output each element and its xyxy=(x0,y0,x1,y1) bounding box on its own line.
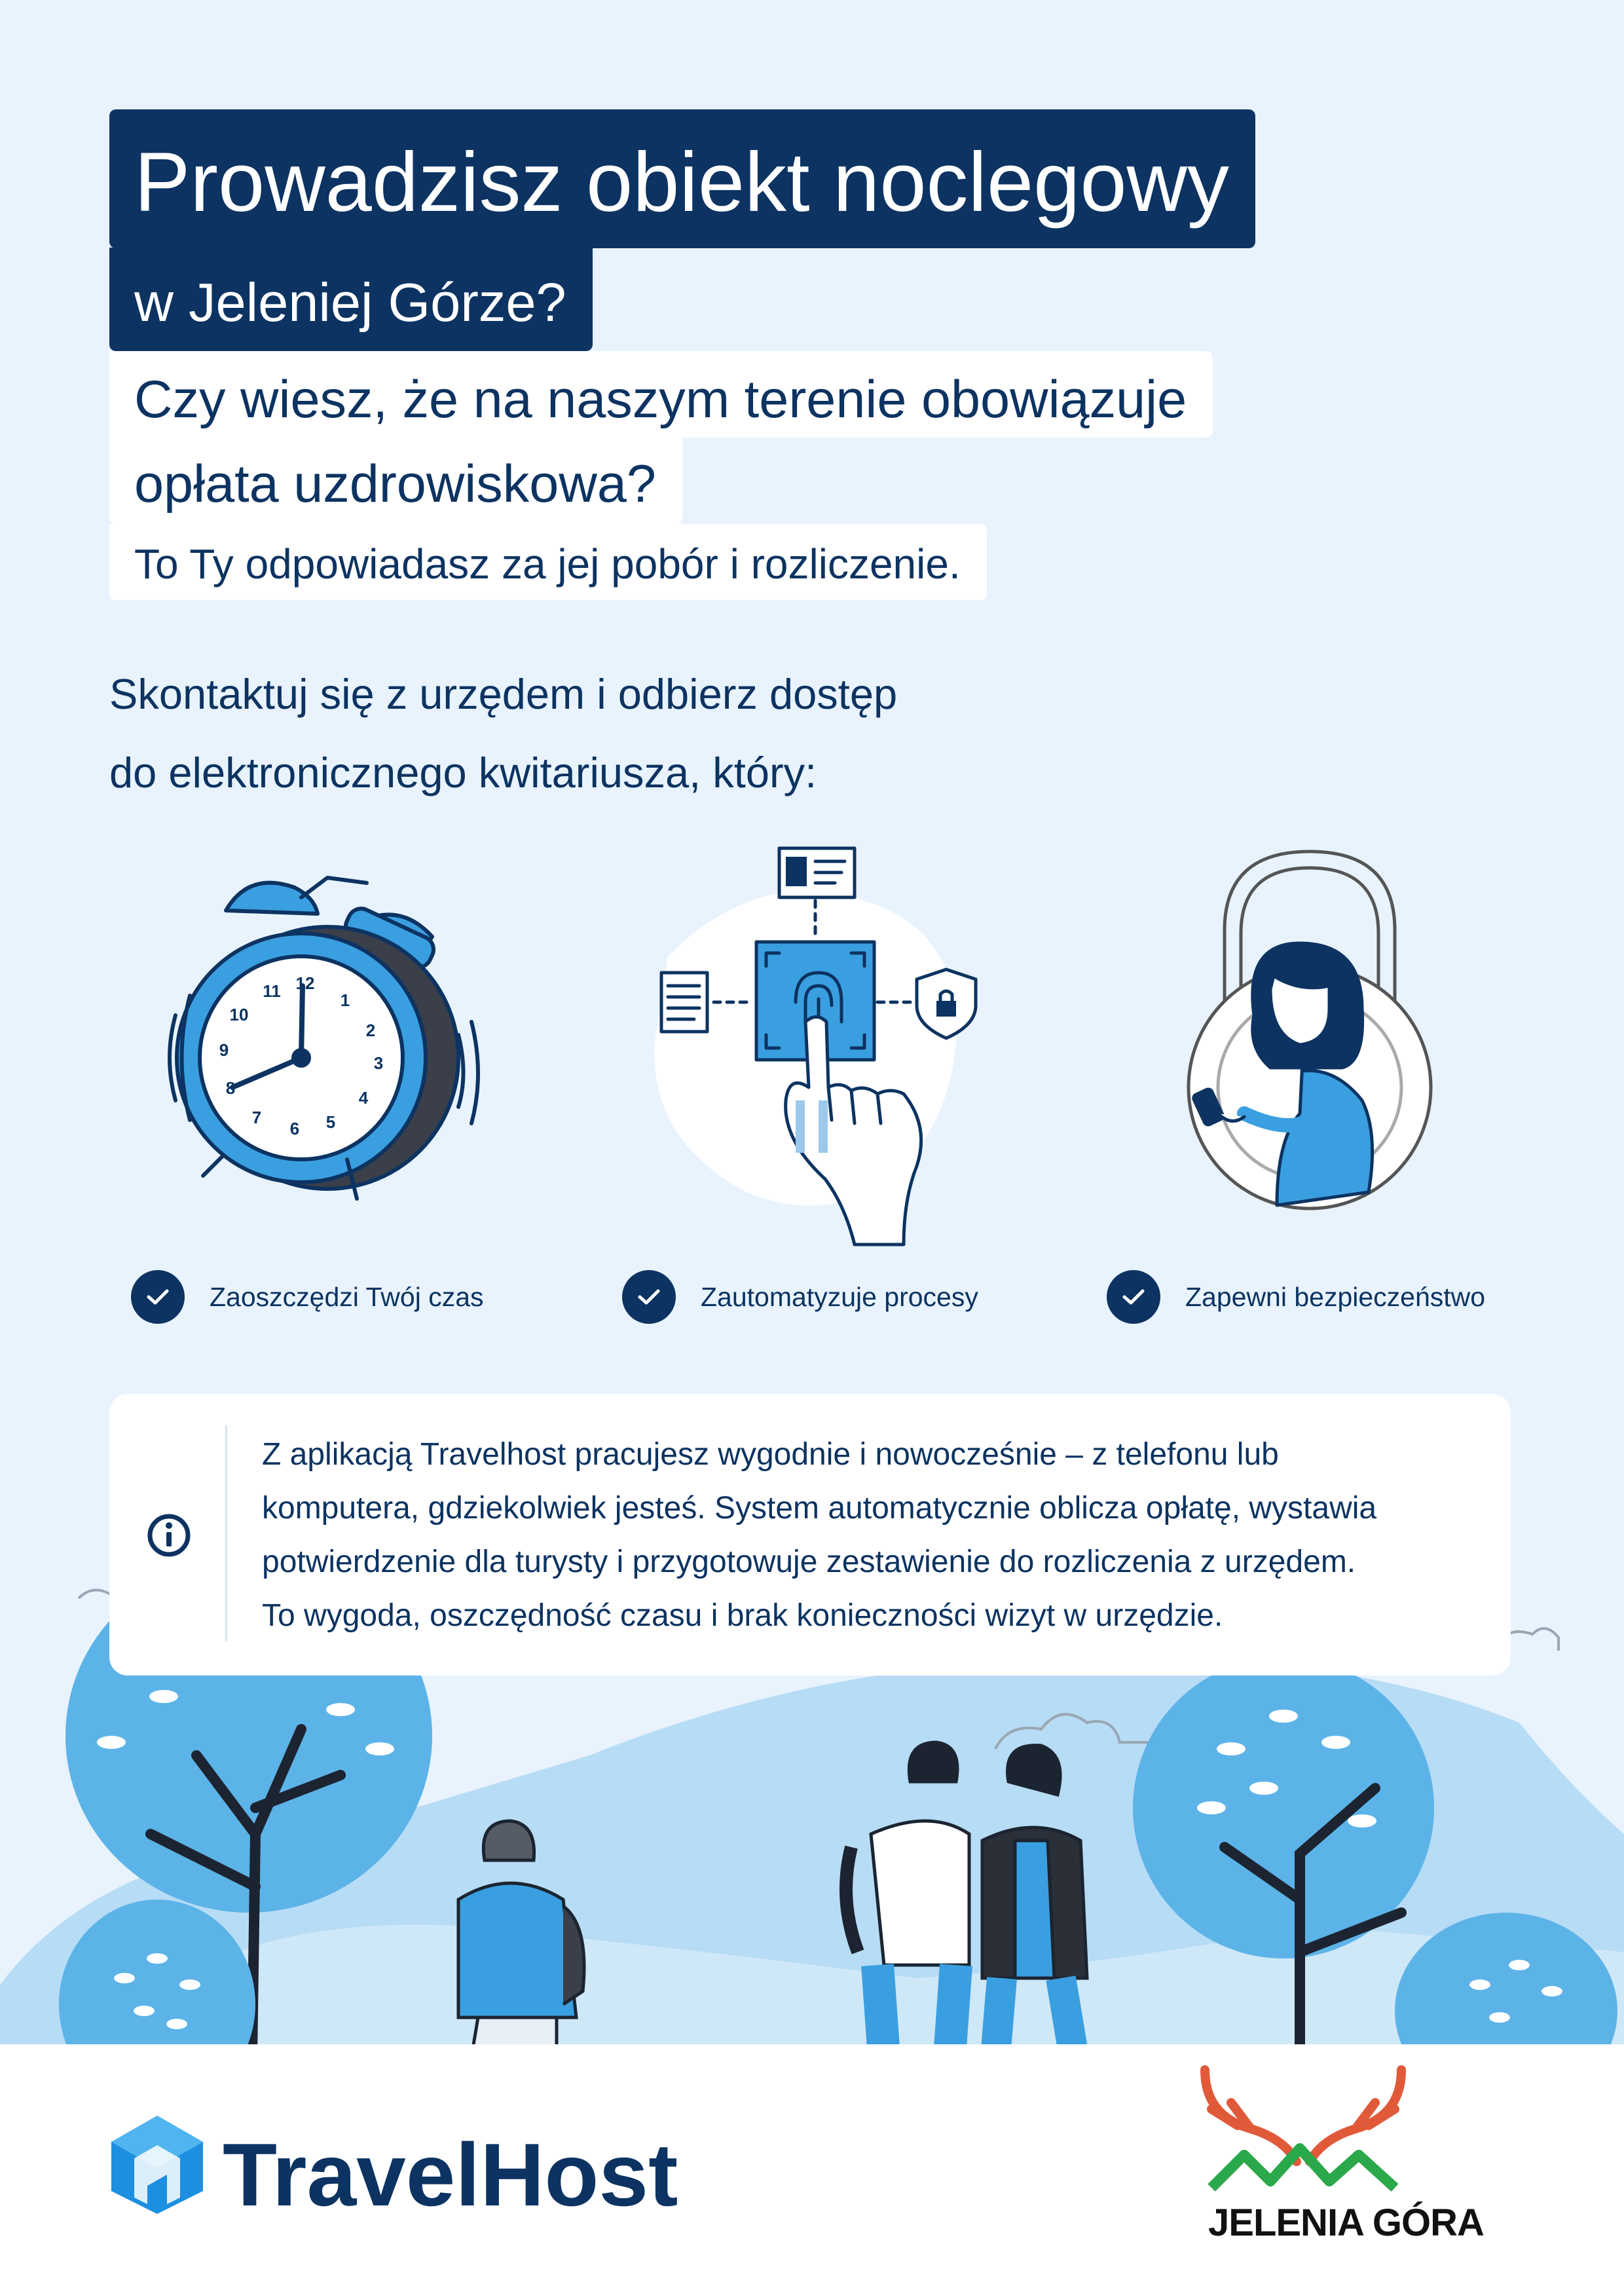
clock-number: 8 xyxy=(225,1078,236,1098)
question-line-2: opłata uzdrowiskowa? xyxy=(109,438,682,524)
check-icon xyxy=(1107,1270,1160,1324)
info-divider xyxy=(225,1425,227,1641)
clock-number: 4 xyxy=(358,1088,369,1108)
lead-text xyxy=(109,655,897,812)
clock-number: 3 xyxy=(373,1053,384,1073)
info-line: komputera, gdziekolwiek jesteś. System automatycznie oblicza opłatę, wystawia xyxy=(262,1491,1377,1526)
feature-label: Zaoszczędzi Twój czas xyxy=(210,1281,484,1312)
feature-label: Zautomatyzuje procesy xyxy=(701,1281,978,1312)
jelenia-gora-logo xyxy=(1192,2063,1414,2207)
feature-item-automation xyxy=(622,1267,978,1326)
question-line-3: To Ty odpowiadasz za jej pobór i rozliczenie. xyxy=(109,524,987,600)
info-line: potwierdzenie dla turysty i przygotowuje zestawienie do rozliczenia z urzędem. xyxy=(262,1545,1356,1579)
travelhost-logo-icon xyxy=(108,2112,206,2217)
clock-number: 12 xyxy=(295,973,315,993)
city-logo-text: JELENIA GÓRA xyxy=(1208,2202,1484,2244)
question-line-1: Czy wiesz, że na naszym terenie obowiązuje xyxy=(109,351,1213,438)
lead-line-2: do elektronicznego kwitariusza, który: xyxy=(109,749,817,796)
headline-line-1: Prowadzisz obiekt noclegowy xyxy=(109,109,1255,248)
clock-number: 6 xyxy=(289,1119,300,1138)
padlock-user-icon xyxy=(1189,852,1431,1209)
brand-name: TravelHost xyxy=(223,2125,678,2224)
clock-number: 2 xyxy=(365,1021,376,1040)
clock-number: 1 xyxy=(340,990,350,1010)
info-line: Z aplikacją Travelhost pracujesz wygodnie i nowocześnie – z telefonu lub xyxy=(262,1437,1279,1472)
lead-line-1: Skontaktuj się z urzędem i odbierz dostęp xyxy=(109,670,898,718)
alarm-clock-icon xyxy=(170,878,478,1199)
feature-label: Zapewni bezpieczeństwo xyxy=(1185,1281,1486,1312)
feature-illustrations xyxy=(0,825,1624,1258)
info-line: To wygoda, oszczędność czasu i brak konieczności wizyt w urzędzie. xyxy=(262,1598,1223,1633)
info-text xyxy=(262,1428,1376,1643)
fingerprint-scan-icon xyxy=(654,848,976,1245)
check-icon xyxy=(131,1270,185,1324)
clock-number: 7 xyxy=(251,1108,262,1127)
clock-number: 9 xyxy=(219,1040,229,1060)
info-icon xyxy=(146,1512,192,1558)
headline-line-2: w Jeleniej Górze? xyxy=(109,248,593,351)
check-icon xyxy=(622,1270,676,1324)
feature-item-time xyxy=(131,1267,484,1326)
clock-number: 11 xyxy=(263,981,281,1001)
feature-item-security xyxy=(1107,1267,1485,1326)
clock-number: 10 xyxy=(229,1005,249,1024)
clock-number: 5 xyxy=(325,1112,336,1132)
